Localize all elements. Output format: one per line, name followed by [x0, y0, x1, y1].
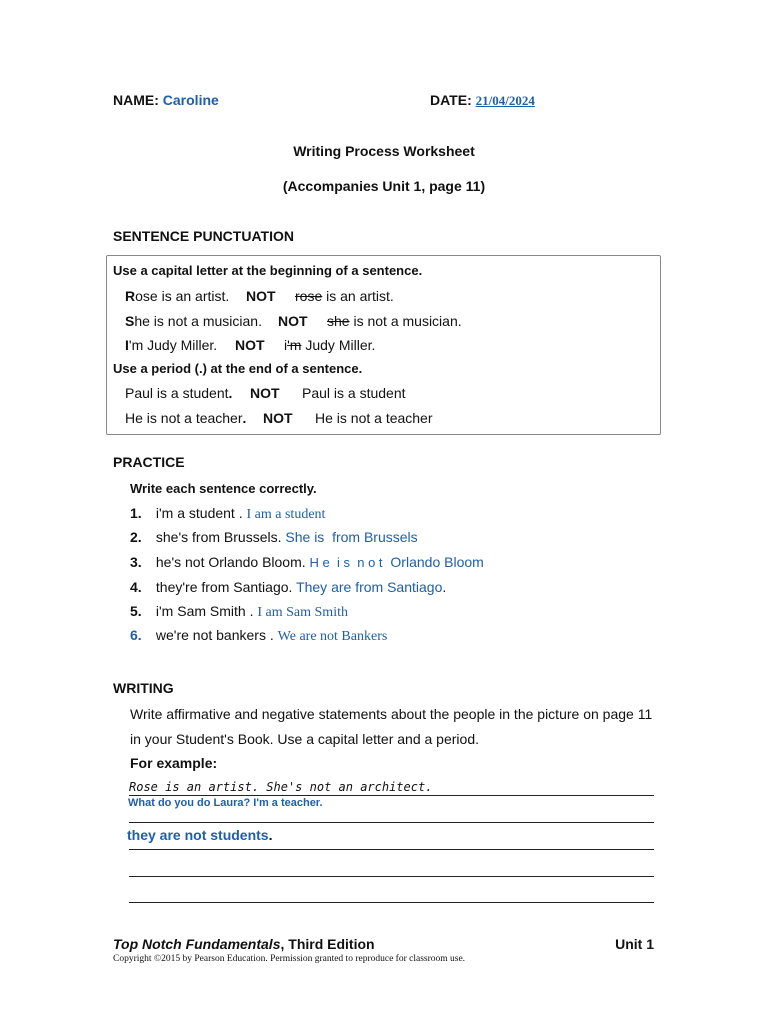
- example-correct-3: [125, 337, 217, 353]
- period-mark: .: [268, 827, 273, 843]
- practice-item-2: [130, 529, 418, 545]
- item-prompt: we're not bankers .: [155, 627, 274, 643]
- writing-answer-2-wrap: [127, 827, 272, 843]
- period-mark: .: [442, 579, 447, 595]
- item-number: 6.: [130, 627, 142, 643]
- period-mark: .: [242, 410, 247, 426]
- section-heading-punctuation: SENTENCE PUNCTUATION: [113, 228, 294, 244]
- item-number: 4.: [130, 579, 142, 595]
- example-correct-5: [125, 410, 246, 426]
- struck-word: rose: [295, 288, 323, 304]
- period-mark: .: [228, 385, 233, 401]
- example-correct-2: [125, 313, 262, 329]
- footer-book-title: [113, 936, 375, 952]
- answer-line: [129, 902, 654, 903]
- footer-unit: Unit 1: [615, 936, 654, 952]
- not-label: NOT: [278, 313, 308, 329]
- capital-letter: S: [125, 313, 135, 329]
- section-heading-practice: PRACTICE: [113, 454, 185, 470]
- not-label: NOT: [235, 337, 265, 353]
- item-number: 5.: [130, 603, 142, 619]
- practice-item-3: [130, 554, 484, 570]
- practice-item-5: [130, 603, 348, 621]
- example-text: is not a musician.: [349, 313, 462, 329]
- example-wrong-1: [295, 288, 394, 304]
- item-answer: She is from Brussels: [285, 529, 418, 545]
- example-wrong-3: [284, 337, 375, 353]
- writing-example: Rose is an artist. She's not an architect.: [129, 780, 433, 794]
- item-answer-part2: Orlando Bloom: [390, 554, 484, 570]
- date-label: DATE:: [430, 92, 472, 108]
- answer-line: [129, 849, 654, 850]
- worksheet-subtitle: (Accompanies Unit 1, page 11): [282, 178, 486, 194]
- not-label: NOT: [250, 385, 280, 401]
- rule-period: Use a period (.) at the end of a sentence.: [113, 361, 363, 376]
- example-text: 'm Judy Miller.: [128, 337, 218, 353]
- capital-letter: R: [125, 288, 136, 304]
- name-label: NAME:: [113, 92, 159, 108]
- worksheet-title: Writing Process Worksheet: [293, 143, 475, 159]
- example-correct-4: [125, 385, 232, 401]
- example-text: He is not a teacher: [125, 410, 243, 426]
- for-example-label: For example:: [130, 755, 218, 771]
- rule-capital-letter: Use a capital letter at the beginning of a sentence.: [113, 263, 423, 278]
- writing-answer-2: they are not students: [127, 827, 269, 843]
- book-edition: , Third Edition: [280, 936, 375, 952]
- footer-copyright: Copyright ©2015 by Pearson Education. Permission granted to reproduce for classroom use.: [113, 954, 466, 964]
- example-wrong-2: [327, 313, 462, 329]
- item-prompt: she's from Brussels.: [155, 529, 282, 545]
- not-label: NOT: [246, 288, 276, 304]
- not-label: NOT: [263, 410, 293, 426]
- name-value: Caroline: [162, 92, 219, 108]
- item-prompt: i'm a student .: [155, 505, 243, 521]
- item-number: 3.: [130, 554, 142, 570]
- struck-word: 'm: [287, 337, 302, 353]
- date-field: [430, 92, 535, 109]
- writing-instruction-line1: Write affirmative and negative statements about the people in the picture on page 11: [130, 706, 653, 722]
- item-prompt: i'm Sam Smith .: [155, 603, 254, 619]
- writing-instruction-line2: in your Student's Book. Use a capital letter and a period.: [130, 731, 479, 747]
- item-answer: I am Sam Smith: [257, 605, 348, 620]
- item-prompt: he's not Orlando Bloom.: [155, 554, 306, 570]
- book-title: Top Notch Fundamentals: [113, 936, 281, 952]
- item-number: 2.: [130, 529, 142, 545]
- item-answer: I am a student: [246, 507, 326, 522]
- answer-line: [129, 822, 654, 823]
- example-wrong-5: He is not a teacher: [315, 410, 433, 426]
- example-correct-1: [125, 288, 229, 304]
- item-prompt: they're from Santiago.: [155, 579, 293, 595]
- capital-letter: I: [125, 337, 129, 353]
- example-text: he is not a musician.: [134, 313, 262, 329]
- example-text: is an artist.: [322, 288, 394, 304]
- item-answer: We are not Bankers: [277, 629, 388, 644]
- writing-answer-1: What do you do Laura? I'm a teacher.: [128, 797, 323, 809]
- example-wrong-4: Paul is a student: [302, 385, 406, 401]
- date-value: 21/04/2024: [475, 93, 535, 108]
- item-number: 1.: [130, 505, 142, 521]
- item-answer-part1: H e i s n o t: [309, 555, 383, 570]
- answer-line: [129, 876, 654, 877]
- lowercase-letter: i: [284, 337, 288, 353]
- example-text: Paul is a student: [125, 385, 229, 401]
- name-field: [113, 92, 219, 108]
- item-answer: They are from Santiago: [296, 579, 443, 595]
- practice-item-4: [130, 579, 446, 595]
- practice-item-6: [130, 627, 387, 645]
- example-text: Judy Miller.: [301, 337, 376, 353]
- struck-word: she: [327, 313, 350, 329]
- example-text: ose is an artist.: [135, 288, 230, 304]
- practice-item-1: [130, 505, 325, 523]
- practice-instruction: Write each sentence correctly.: [130, 481, 317, 496]
- answer-line: [129, 795, 654, 796]
- section-heading-writing: WRITING: [113, 680, 174, 696]
